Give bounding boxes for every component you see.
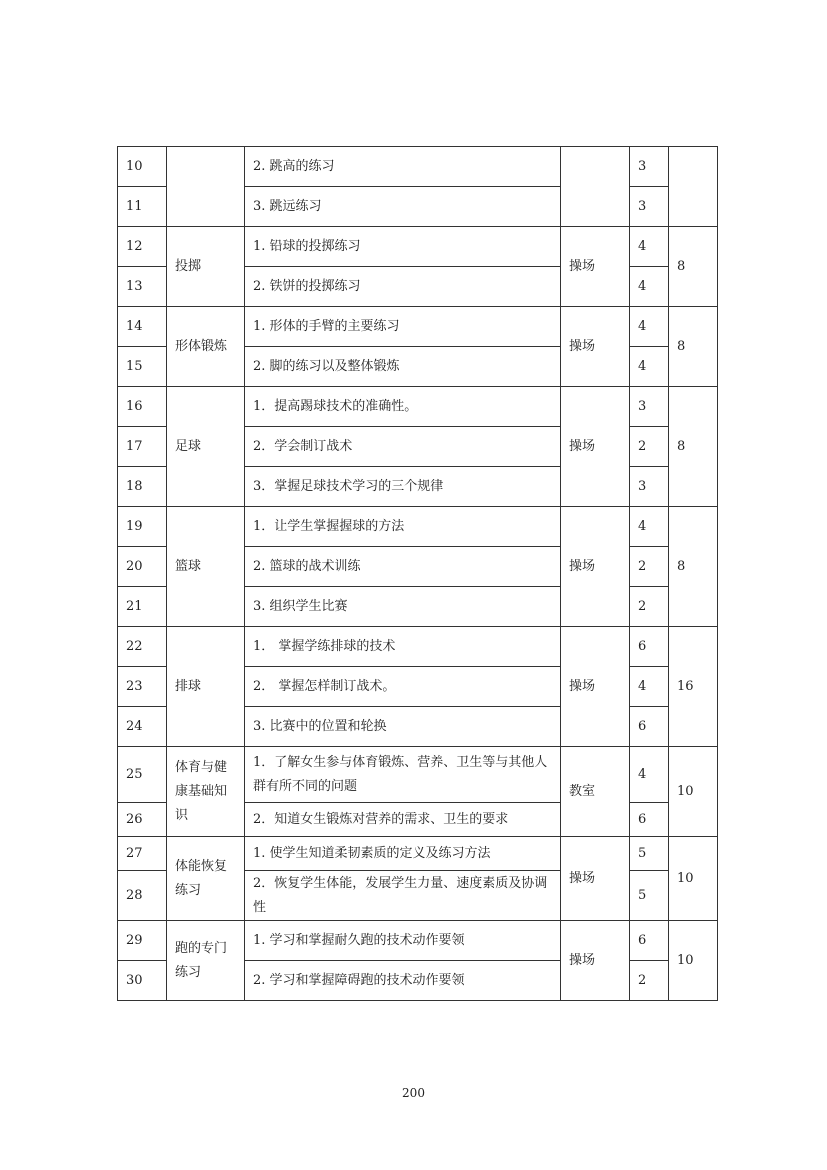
category-cell: 足球: [167, 387, 245, 507]
item-cell: 2．恢复学生体能，发展学生力量、速度素质及协调性: [245, 871, 561, 921]
item-cell: 3. 组织学生比赛: [245, 587, 561, 627]
place-cell: 操场: [561, 387, 630, 507]
hours-cell: 6: [630, 707, 669, 747]
item-cell: 1．提高踢球技术的准确性。: [245, 387, 561, 427]
hours-cell: 2: [630, 961, 669, 1001]
item-cell: 3. 跳远练习: [245, 187, 561, 227]
item-cell: 3. 比赛中的位置和轮换: [245, 707, 561, 747]
row-number: 23: [118, 667, 167, 707]
row-number: 29: [118, 921, 167, 961]
total-cell: 16: [669, 627, 718, 747]
hours-cell: 4: [630, 307, 669, 347]
category-cell: 体能恢复练习: [167, 837, 245, 921]
table-row: [118, 227, 718, 267]
row-number: 18: [118, 467, 167, 507]
table-row: [118, 147, 718, 187]
table-row: [118, 747, 718, 803]
category-cell: [167, 147, 245, 227]
place-cell: 操场: [561, 507, 630, 627]
row-number: 10: [118, 147, 167, 187]
place-cell: 操场: [561, 627, 630, 747]
item-cell: 2．学会制订战术: [245, 427, 561, 467]
row-number: 13: [118, 267, 167, 307]
hours-cell: 6: [630, 627, 669, 667]
row-number: 12: [118, 227, 167, 267]
table-row: [118, 387, 718, 427]
row-number: 22: [118, 627, 167, 667]
item-cell: 2. 铁饼的投掷练习: [245, 267, 561, 307]
item-cell: 1. 学习和掌握耐久跑的技术动作要领: [245, 921, 561, 961]
place-cell: 操场: [561, 227, 630, 307]
item-cell: 2. 跳高的练习: [245, 147, 561, 187]
total-cell: 10: [669, 837, 718, 921]
hours-cell: 4: [630, 667, 669, 707]
category-cell: 体育与健康基础知识: [167, 747, 245, 837]
item-cell: 1. 使学生知道柔韧素质的定义及练习方法: [245, 837, 561, 871]
item-cell: 1. 形体的手臂的主要练习: [245, 307, 561, 347]
item-cell: 1．了解女生参与体育锻炼、营养、卫生等与其他人群有所不同的问题: [245, 747, 561, 803]
hours-cell: 4: [630, 267, 669, 307]
row-number: 17: [118, 427, 167, 467]
place-cell: 操场: [561, 921, 630, 1001]
row-number: 20: [118, 547, 167, 587]
total-cell: 10: [669, 747, 718, 837]
hours-cell: 4: [630, 227, 669, 267]
total-cell: [669, 147, 718, 227]
row-number: 30: [118, 961, 167, 1001]
row-number: 26: [118, 803, 167, 837]
category-cell: 形体锻炼: [167, 307, 245, 387]
row-number: 16: [118, 387, 167, 427]
row-number: 24: [118, 707, 167, 747]
hours-cell: 4: [630, 747, 669, 803]
row-number: 15: [118, 347, 167, 387]
hours-cell: 6: [630, 803, 669, 837]
table-row: [118, 507, 718, 547]
item-cell: 2. 学习和掌握障碍跑的技术动作要领: [245, 961, 561, 1001]
row-number: 28: [118, 871, 167, 921]
item-cell: 1. 铅球的投掷练习: [245, 227, 561, 267]
item-cell: 2. 篮球的战术训练: [245, 547, 561, 587]
item-cell: 3．掌握足球技术学习的三个规律: [245, 467, 561, 507]
hours-cell: 2: [630, 587, 669, 627]
place-cell: 教室: [561, 747, 630, 837]
hours-cell: 4: [630, 507, 669, 547]
item-cell: 2. 脚的练习以及整体锻炼: [245, 347, 561, 387]
row-number: 25: [118, 747, 167, 803]
row-number: 11: [118, 187, 167, 227]
table-row: [118, 837, 718, 871]
hours-cell: 4: [630, 347, 669, 387]
row-number: 21: [118, 587, 167, 627]
category-cell: 跑的专门练习: [167, 921, 245, 1001]
total-cell: 8: [669, 387, 718, 507]
hours-cell: 2: [630, 427, 669, 467]
category-cell: 排球: [167, 627, 245, 747]
row-number: 19: [118, 507, 167, 547]
hours-cell: 6: [630, 921, 669, 961]
place-cell: 操场: [561, 307, 630, 387]
place-cell: 操场: [561, 837, 630, 921]
item-cell: 1． 掌握学练排球的技术: [245, 627, 561, 667]
page-number: 200: [402, 1086, 425, 1100]
table-row: [118, 921, 718, 961]
hours-cell: 5: [630, 871, 669, 921]
row-number: 14: [118, 307, 167, 347]
item-cell: 2． 掌握怎样制订战术。: [245, 667, 561, 707]
hours-cell: 5: [630, 837, 669, 871]
item-cell: 1．让学生掌握握球的方法: [245, 507, 561, 547]
table-row: [118, 627, 718, 667]
course-schedule-table: [117, 146, 718, 1001]
hours-cell: 3: [630, 147, 669, 187]
item-cell: 2．知道女生锻炼对营养的需求、卫生的要求: [245, 803, 561, 837]
category-cell: 投掷: [167, 227, 245, 307]
total-cell: 8: [669, 507, 718, 627]
row-number: 27: [118, 837, 167, 871]
table-row: [118, 307, 718, 347]
total-cell: 10: [669, 921, 718, 1001]
hours-cell: 3: [630, 387, 669, 427]
place-cell: [561, 147, 630, 227]
hours-cell: 2: [630, 547, 669, 587]
hours-cell: 3: [630, 467, 669, 507]
hours-cell: 3: [630, 187, 669, 227]
total-cell: 8: [669, 227, 718, 307]
total-cell: 8: [669, 307, 718, 387]
category-cell: 篮球: [167, 507, 245, 627]
